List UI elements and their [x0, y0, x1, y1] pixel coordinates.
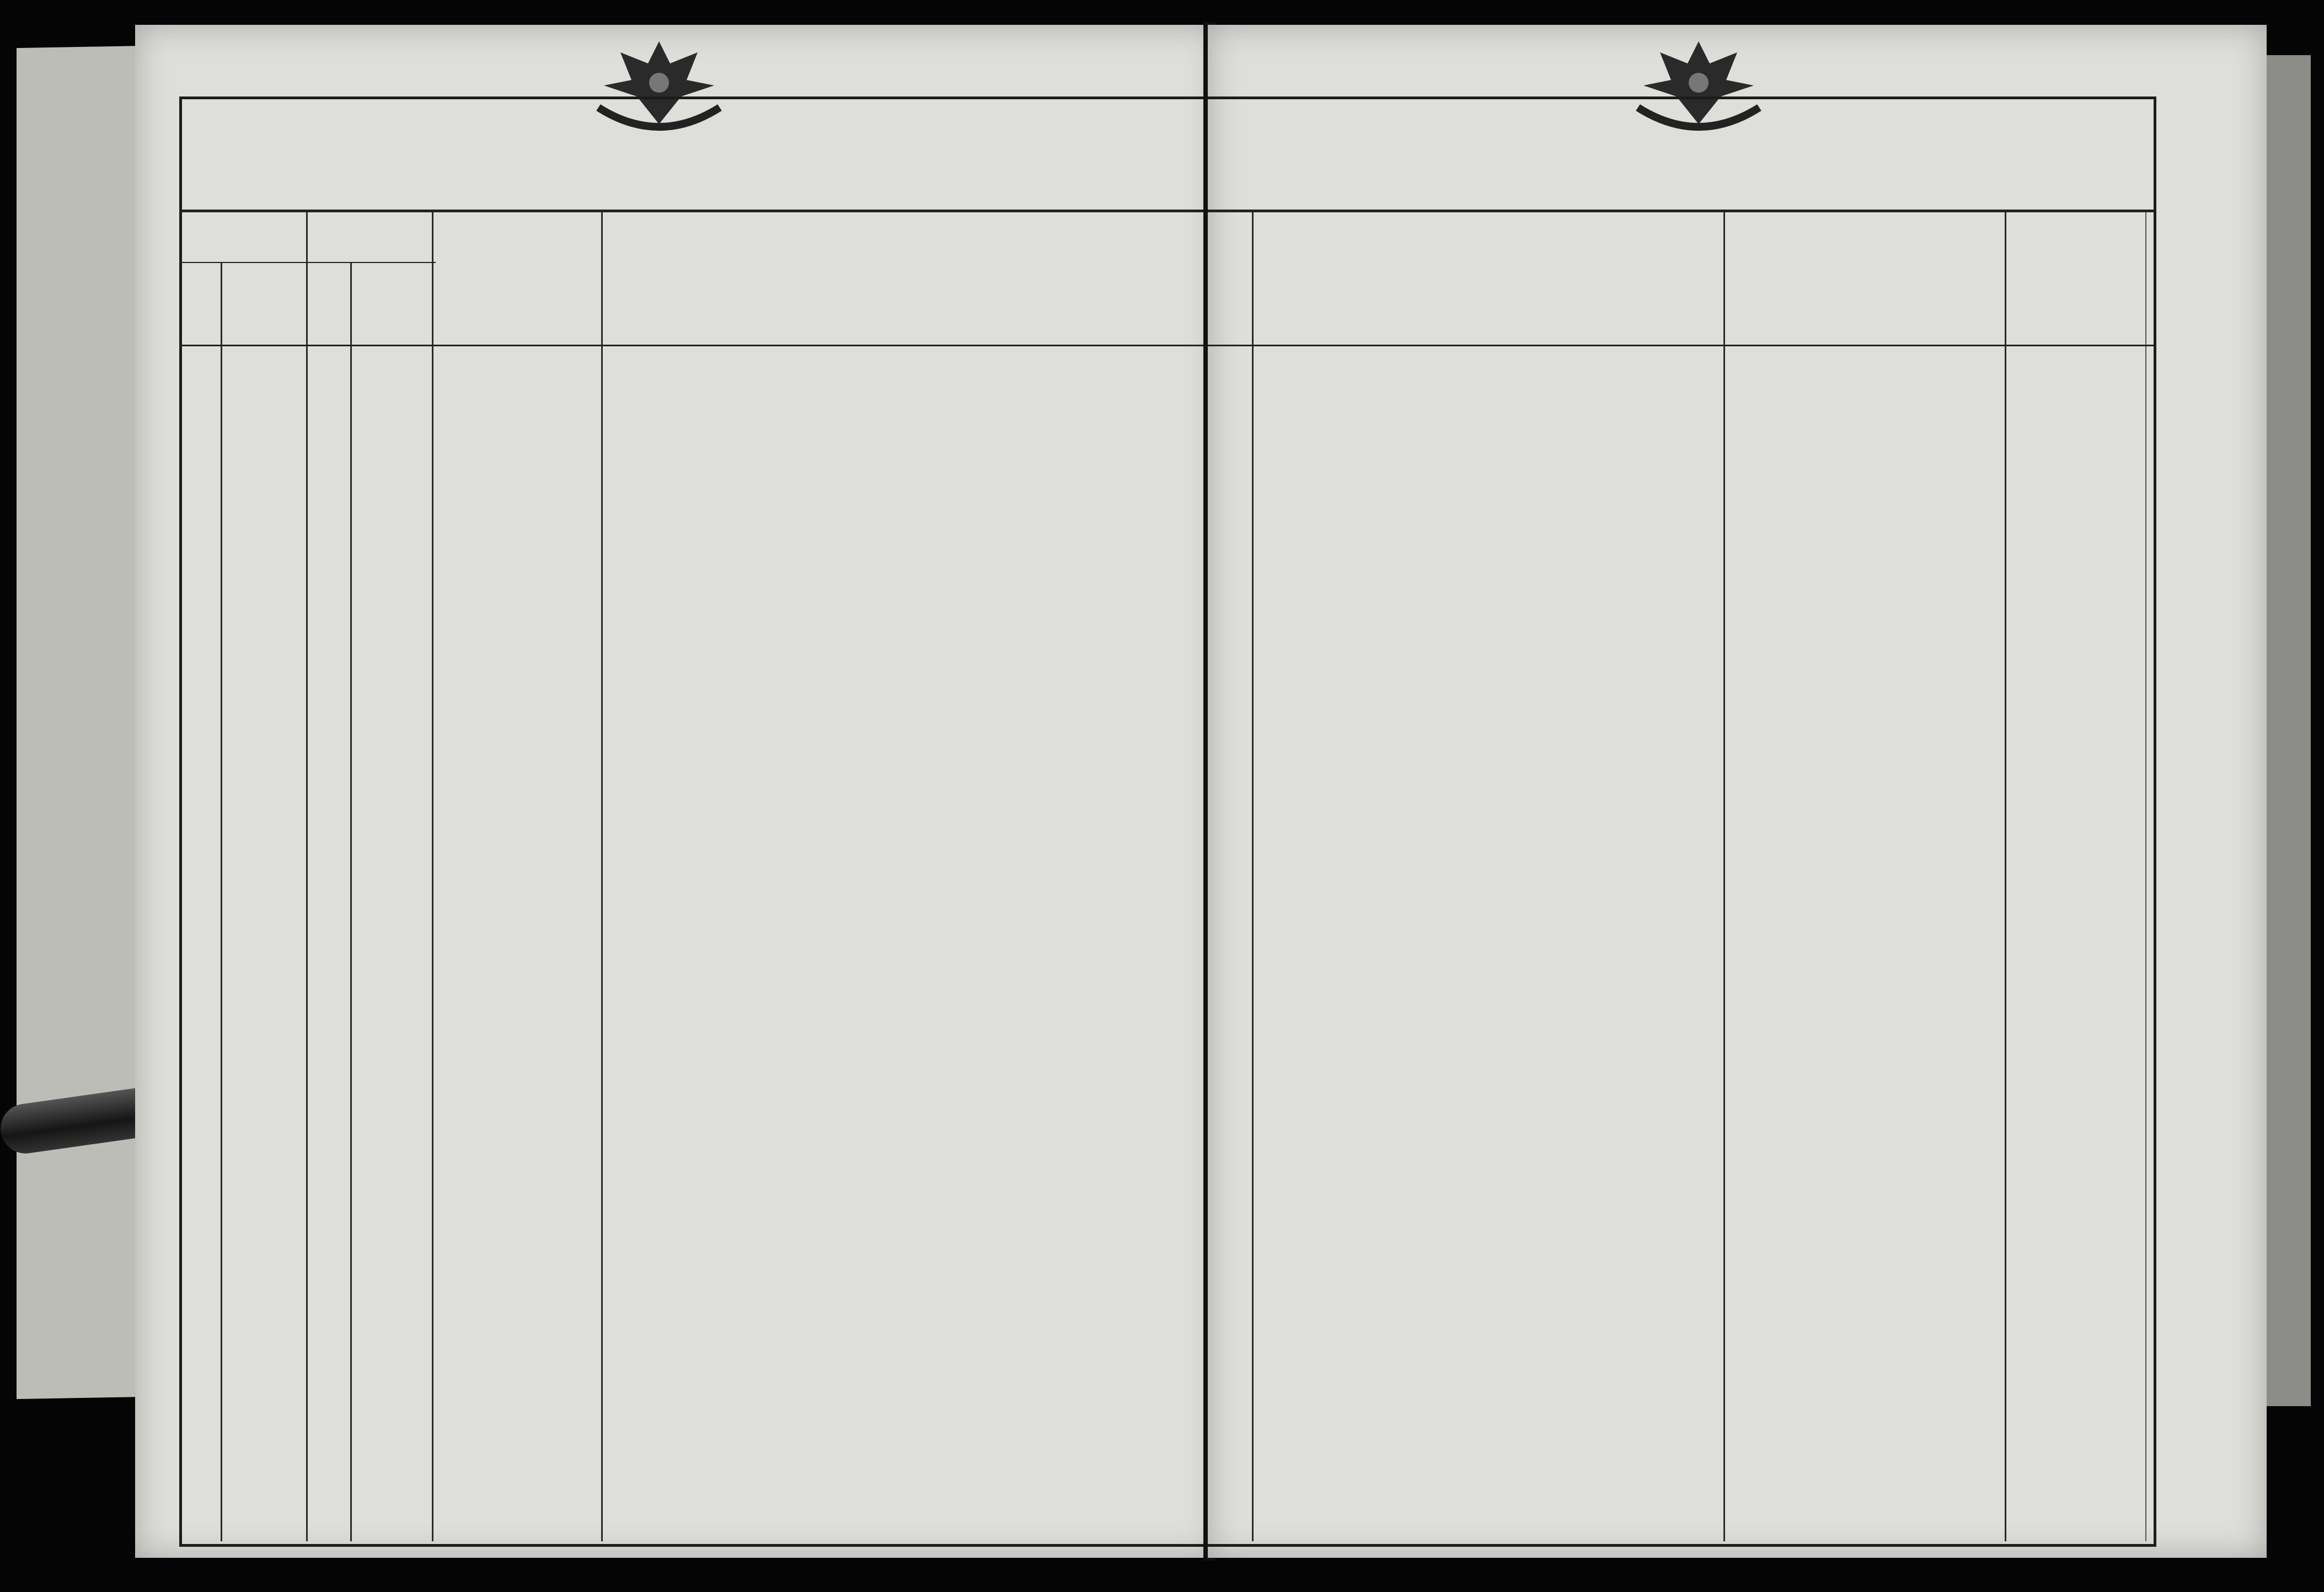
next-page-edge [2261, 55, 2311, 1406]
table-frame [1208, 97, 2156, 1547]
col-line [2005, 212, 2006, 1541]
col-line [306, 212, 308, 1541]
right-page [1208, 25, 2267, 1558]
col-line [1723, 212, 1725, 1541]
table-frame [179, 97, 1219, 1547]
subheader-line [179, 262, 436, 263]
col-line [221, 262, 222, 1541]
left-page [135, 25, 1219, 1558]
title-divider [1208, 210, 2154, 212]
col-line [350, 262, 352, 1541]
col-line [432, 212, 433, 1541]
col-line [1252, 212, 1254, 1541]
col-line [601, 212, 603, 1541]
header-bottom [179, 345, 1219, 346]
previous-page-edge [17, 46, 149, 1399]
title-divider [179, 210, 1219, 212]
header-bottom [1208, 345, 2154, 346]
col-line-faint [2145, 212, 2146, 1541]
